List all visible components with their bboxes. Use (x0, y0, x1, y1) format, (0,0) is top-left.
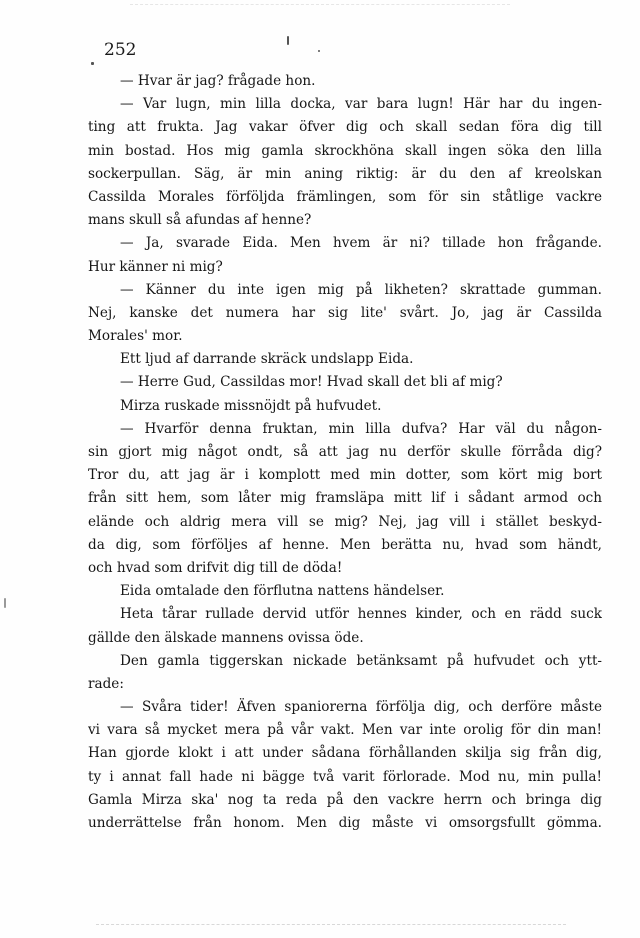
text-line: sockerpullan. Säg, är min aning riktig: är du den af kreolskan (88, 165, 602, 182)
text-line: Den gamla tiggerskan nickade betänksamt på hufvudet och ytt- (120, 652, 602, 669)
text-line: Tror du, att jag är i komplott med min dotter, som kört mig bort (88, 467, 602, 484)
text-line: från sitt hem, som låter mig framsläpa mitt lif i sådant armod och (88, 490, 602, 507)
text-line: sin gjort mig något ondt, så att jag nu derför skulle förråda dig? (88, 444, 602, 460)
page-number: 252 (104, 40, 137, 60)
text-line: och hvad som drifvit dig till de döda! (88, 559, 343, 576)
text-line: ting att frukta. Jag vakar öfver dig och skall sedan föra dig till (88, 119, 602, 136)
text-line: da dig, som förföljes af henne. Men berätta nu, hvad som händt, (88, 536, 602, 553)
text-line: Gamla Mirza ska' nog ta reda på den vackre herrn och bringa dig (88, 791, 602, 808)
print-speck (318, 50, 320, 52)
text-line: Mirza ruskade missnöjdt på hufvudet. (120, 397, 382, 414)
text-line: Morales' mor. (88, 328, 183, 345)
top-edge-rule (130, 4, 510, 6)
text-line: Hur känner ni mig? (88, 258, 223, 275)
print-speck (91, 62, 94, 65)
text-line: — Ja, svarade Eida. Men hvem är ni? tillade hon frågande. (120, 235, 602, 252)
text-line: Cassilda Morales förföljda främlingen, som för sin ståtlige vackre (88, 188, 602, 205)
text-line: — Hvarför denna fruktan, min lilla dufva? Har väl du någon- (120, 420, 602, 437)
text-line: — Svåra tider! Äfven spaniorerna förfölja dig, och derföre måste (120, 699, 602, 716)
text-line: mans skull så afundas af henne? (88, 212, 312, 229)
text-line: Ett ljud af darrande skräck undslapp Eida. (120, 351, 414, 368)
text-line: ty i annat fall hade ni bägge två varit förlorade. Mod nu, min pulla! (88, 768, 602, 785)
text-line: min bostad. Hos mig gamla skrockhöna skall ingen söka den lilla (88, 142, 602, 159)
text-line: elände och aldrig mera vill se mig? Nej, jag vill i stället beskyd- (88, 513, 602, 530)
print-speck (4, 598, 6, 608)
text-line: — Känner du inte igen mig på likheten? skrattade gumman. (120, 281, 602, 298)
text-line: Han gjorde klokt i att under sådana förhållanden skilja sig från dig, (88, 745, 602, 762)
text-line: underrättelse från honom. Men dig måste vi omsorgsfullt gömma. (88, 815, 602, 831)
bottom-edge-rule (96, 924, 566, 926)
text-line: vi vara så mycket mera på vår vakt. Men var inte orolig för din man! (88, 722, 602, 739)
text-line: Eida omtalade den förflutna nattens händelser. (120, 583, 445, 600)
text-line: Heta tårar rullade dervid utför hennes kinder, och en rädd suck (120, 606, 602, 623)
text-line: gällde den älskade mannens ovissa öde. (88, 629, 364, 646)
text-line: rade: (88, 675, 124, 692)
text-line: — Hvar är jag? frågade hon. (120, 73, 316, 89)
text-line: — Herre Gud, Cassildas mor! Hvad skall det bli af mig? (120, 374, 503, 391)
print-speck (287, 36, 289, 45)
text-line: Nej, kanske det numera har sig lite' svårt. Jo, jag är Cassilda (88, 304, 602, 321)
body-text (88, 70, 602, 835)
text-line: — Var lugn, min lilla docka, var bara lugn! Här har du ingen- (120, 96, 602, 113)
